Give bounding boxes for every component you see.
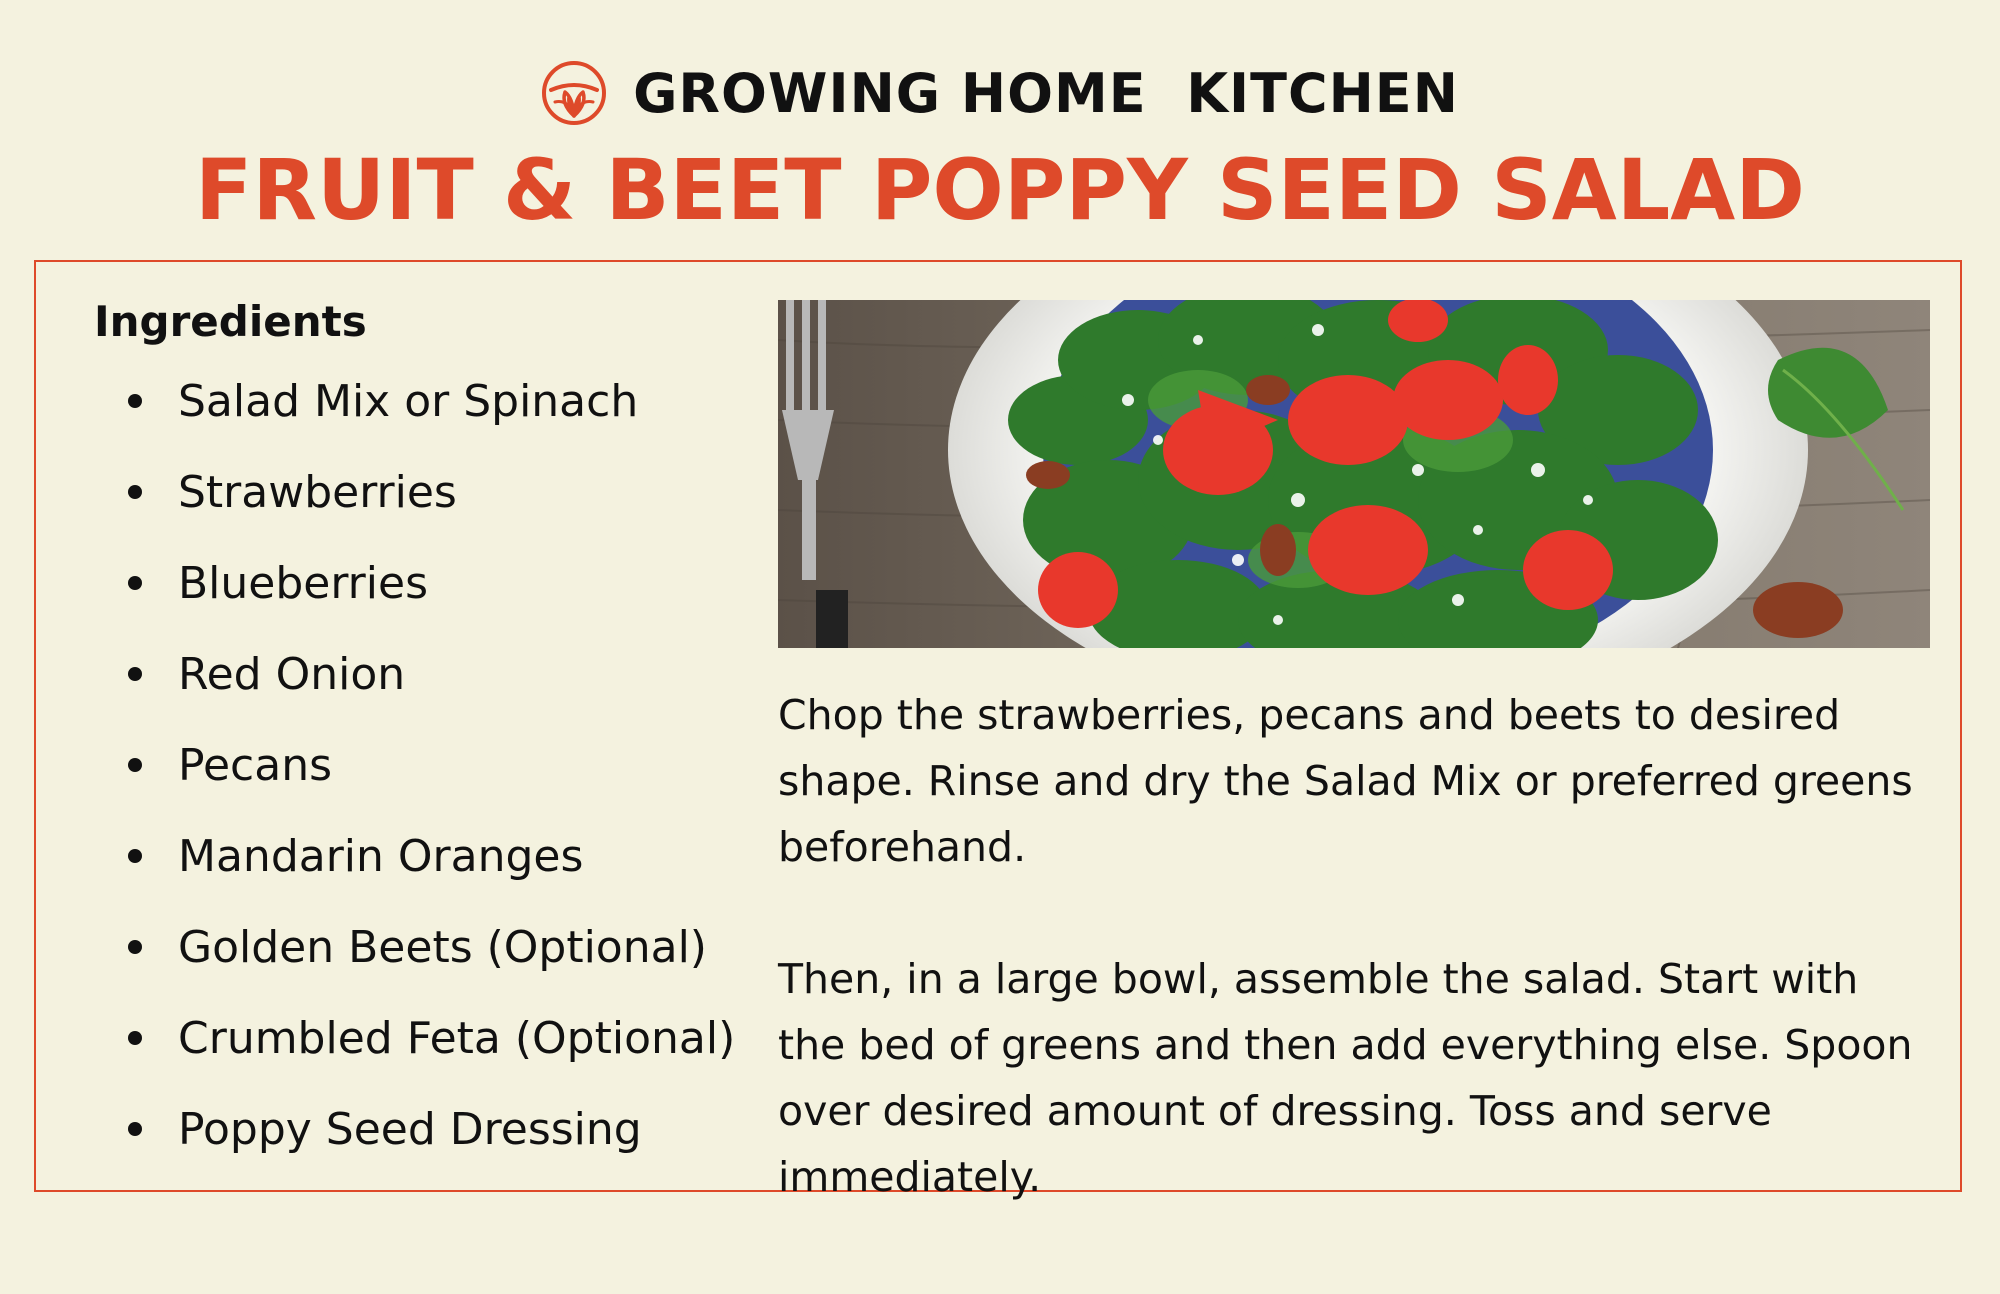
bullet-icon bbox=[128, 485, 142, 499]
brand-header bbox=[0, 56, 2000, 130]
ingredient-label: Golden Beets (Optional) bbox=[178, 922, 707, 973]
ingredient-item bbox=[128, 647, 735, 738]
ingredients-list bbox=[128, 374, 735, 1193]
ingredient-label: Salad Mix or Spinach bbox=[178, 376, 639, 427]
bullet-icon bbox=[128, 849, 142, 863]
bullet-icon bbox=[128, 667, 142, 681]
ingredient-item bbox=[128, 1102, 735, 1193]
ingredients-heading: Ingredients bbox=[94, 297, 367, 346]
instructions bbox=[778, 682, 1938, 1276]
salad-photo bbox=[778, 300, 1930, 648]
bullet-icon bbox=[128, 576, 142, 590]
ingredient-item bbox=[128, 465, 735, 556]
instructions-paragraph: Chop the strawberries, pecans and beets to desired shape. Rinse and dry the Salad Mix or preferred greens beforehand. bbox=[778, 691, 1913, 871]
ingredient-label: Mandarin Oranges bbox=[178, 831, 584, 882]
recipe-card bbox=[34, 260, 1962, 1201]
ingredient-item bbox=[128, 1011, 735, 1102]
bullet-icon bbox=[128, 1031, 142, 1045]
ingredient-label: Red Onion bbox=[178, 649, 406, 700]
instructions-paragraph: Then, in a large bowl, assemble the salad. Start with the bed of greens and then add everything else. Spoon over desired amount of dressing. Toss and serve immediately. bbox=[778, 955, 1913, 1201]
ingredient-label: Strawberries bbox=[178, 467, 457, 518]
bullet-icon bbox=[128, 758, 142, 772]
ingredient-item bbox=[128, 920, 735, 1011]
ingredient-item bbox=[128, 374, 735, 465]
ingredient-item bbox=[128, 556, 735, 647]
recipe-title: FRUIT & BEET POPPY SEED SALAD bbox=[194, 141, 1806, 239]
ingredient-label: Poppy Seed Dressing bbox=[178, 1104, 642, 1155]
ingredient-item bbox=[128, 829, 735, 920]
ingredient-label: Pecans bbox=[178, 740, 332, 791]
ingredient-item bbox=[128, 738, 735, 829]
ingredient-label: Crumbled Feta (Optional) bbox=[178, 1013, 736, 1064]
bullet-icon bbox=[128, 1122, 142, 1136]
bullet-icon bbox=[128, 940, 142, 954]
leaf-circle-logo-icon bbox=[541, 60, 607, 126]
bullet-icon bbox=[128, 394, 142, 408]
brand-name: GROWING HOME KITCHEN bbox=[633, 61, 1459, 125]
ingredient-label: Blueberries bbox=[178, 558, 428, 609]
